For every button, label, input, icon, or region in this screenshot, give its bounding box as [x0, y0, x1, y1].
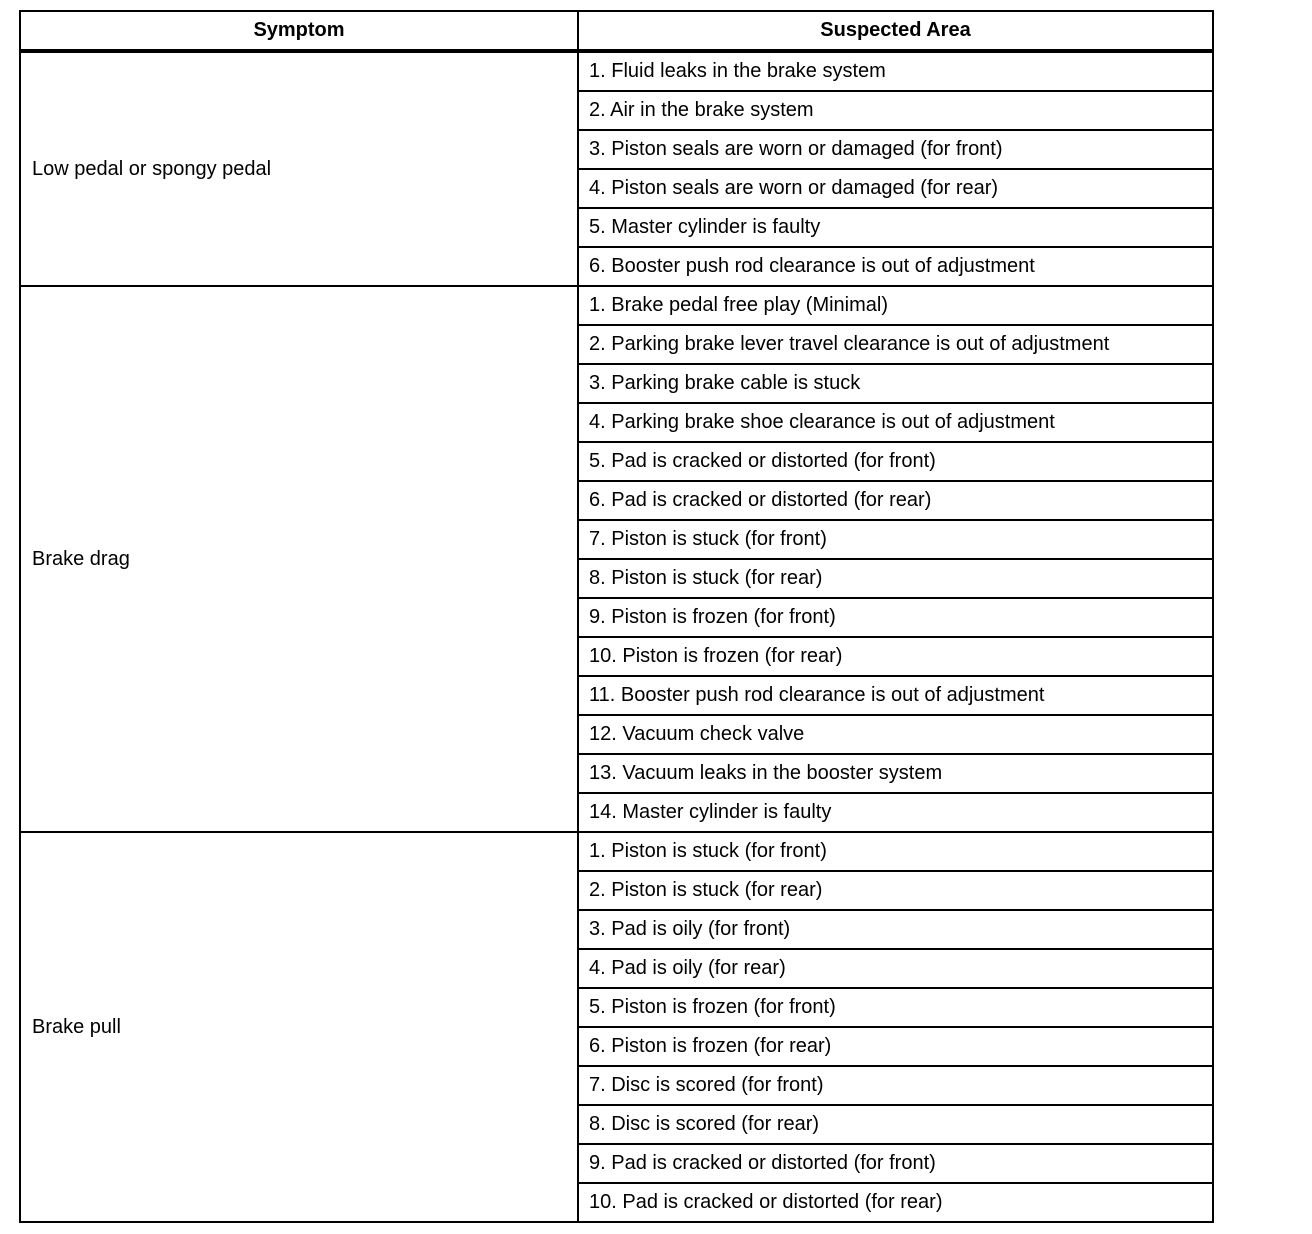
symptom-column-header: Symptom: [20, 11, 578, 51]
suspected-area-cell: 13. Vacuum leaks in the booster system: [578, 754, 1213, 793]
table-body: [20, 51, 1213, 1222]
symptom-cell: Low pedal or spongy pedal: [20, 51, 578, 286]
suspected-area-column-header: Suspected Area: [578, 11, 1213, 51]
suspected-area-cell: 9. Piston is frozen (for front): [578, 598, 1213, 637]
table-row: [20, 51, 1213, 91]
suspected-area-cell: 14. Master cylinder is faulty: [578, 793, 1213, 832]
header-row: [20, 11, 1213, 51]
suspected-area-cell: 3. Parking brake cable is stuck: [578, 364, 1213, 403]
suspected-area-cell: 5. Piston is frozen (for front): [578, 988, 1213, 1027]
suspected-area-cell: 10. Piston is frozen (for rear): [578, 637, 1213, 676]
suspected-area-cell: 10. Pad is cracked or distorted (for rear): [578, 1183, 1213, 1222]
suspected-area-cell: 8. Piston is stuck (for rear): [578, 559, 1213, 598]
symptom-cell: Brake drag: [20, 286, 578, 832]
suspected-area-cell: 9. Pad is cracked or distorted (for front): [578, 1144, 1213, 1183]
troubleshooting-table: [19, 10, 1214, 1223]
suspected-area-cell: 1. Fluid leaks in the brake system: [578, 51, 1213, 91]
suspected-area-cell: 2. Parking brake lever travel clearance is out of adjustment: [578, 325, 1213, 364]
suspected-area-cell: 5. Master cylinder is faulty: [578, 208, 1213, 247]
suspected-area-cell: 1. Piston is stuck (for front): [578, 832, 1213, 871]
suspected-area-cell: 6. Booster push rod clearance is out of adjustment: [578, 247, 1213, 286]
suspected-area-cell: 4. Piston seals are worn or damaged (for rear): [578, 169, 1213, 208]
suspected-area-cell: 3. Pad is oily (for front): [578, 910, 1213, 949]
symptom-cell: Brake pull: [20, 832, 578, 1222]
suspected-area-cell: 3. Piston seals are worn or damaged (for front): [578, 130, 1213, 169]
suspected-area-cell: 12. Vacuum check valve: [578, 715, 1213, 754]
table-row: [20, 286, 1213, 325]
suspected-area-cell: 2. Air in the brake system: [578, 91, 1213, 130]
suspected-area-cell: 1. Brake pedal free play (Minimal): [578, 286, 1213, 325]
table-row: [20, 832, 1213, 871]
suspected-area-cell: 4. Pad is oily (for rear): [578, 949, 1213, 988]
suspected-area-cell: 7. Disc is scored (for front): [578, 1066, 1213, 1105]
suspected-area-cell: 4. Parking brake shoe clearance is out of adjustment: [578, 403, 1213, 442]
suspected-area-cell: 8. Disc is scored (for rear): [578, 1105, 1213, 1144]
suspected-area-cell: 5. Pad is cracked or distorted (for front): [578, 442, 1213, 481]
suspected-area-cell: 6. Pad is cracked or distorted (for rear): [578, 481, 1213, 520]
suspected-area-cell: 11. Booster push rod clearance is out of adjustment: [578, 676, 1213, 715]
suspected-area-cell: 6. Piston is frozen (for rear): [578, 1027, 1213, 1066]
suspected-area-cell: 2. Piston is stuck (for rear): [578, 871, 1213, 910]
suspected-area-cell: 7. Piston is stuck (for front): [578, 520, 1213, 559]
table-header: [20, 11, 1213, 51]
